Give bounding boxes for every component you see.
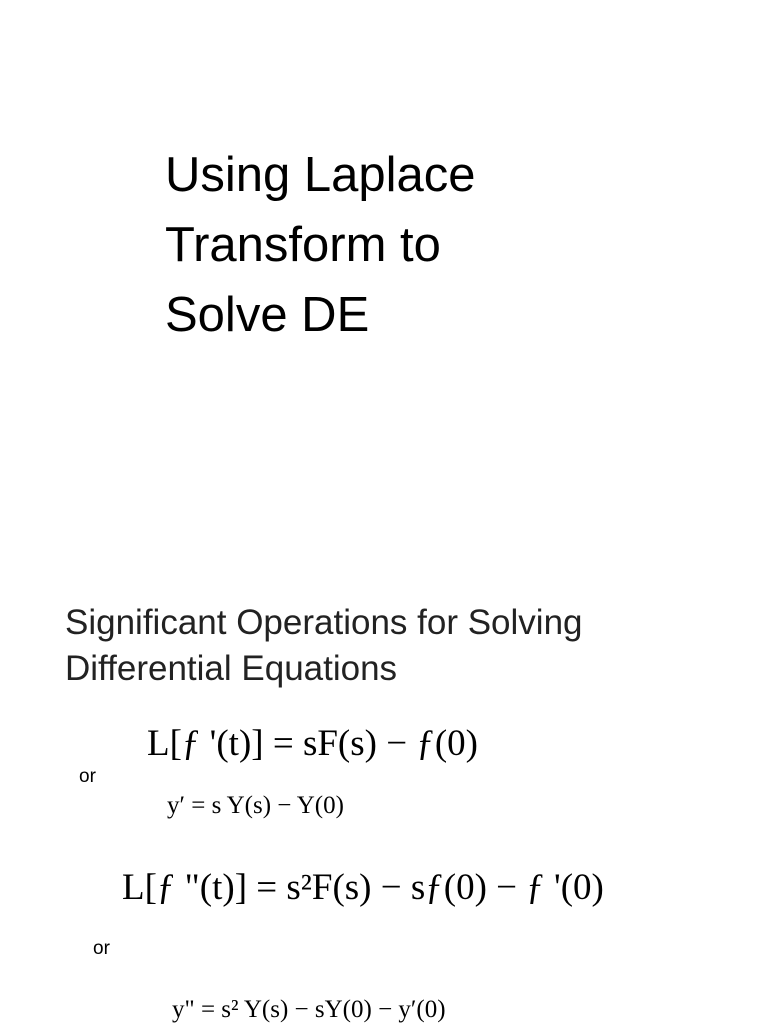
- title-line-2: Transform to: [165, 218, 441, 272]
- title-line-3: Solve DE: [165, 288, 370, 342]
- or-label-2: or: [93, 938, 110, 959]
- equation-second-derivative-shorthand: y" = s² Y(s) − sY(0) − y′(0): [172, 996, 446, 1023]
- slide-title-heading: [165, 140, 565, 350]
- operations-heading: Significant Operations for Solving Differential Equations: [65, 603, 583, 688]
- slide-operations: [0, 576, 768, 1024]
- title-line-1: Using Laplace: [165, 148, 476, 202]
- or-label-1: or: [79, 766, 96, 787]
- equation-first-derivative-transform: L[ƒ '(t)] = sF(s) − ƒ(0): [147, 723, 478, 764]
- equation-second-derivative-transform: L[ƒ "(t)] = s²F(s) − sƒ(0) − ƒ '(0): [122, 867, 604, 908]
- equation-first-derivative-shorthand: y′ = s Y(s) − Y(0): [167, 792, 344, 819]
